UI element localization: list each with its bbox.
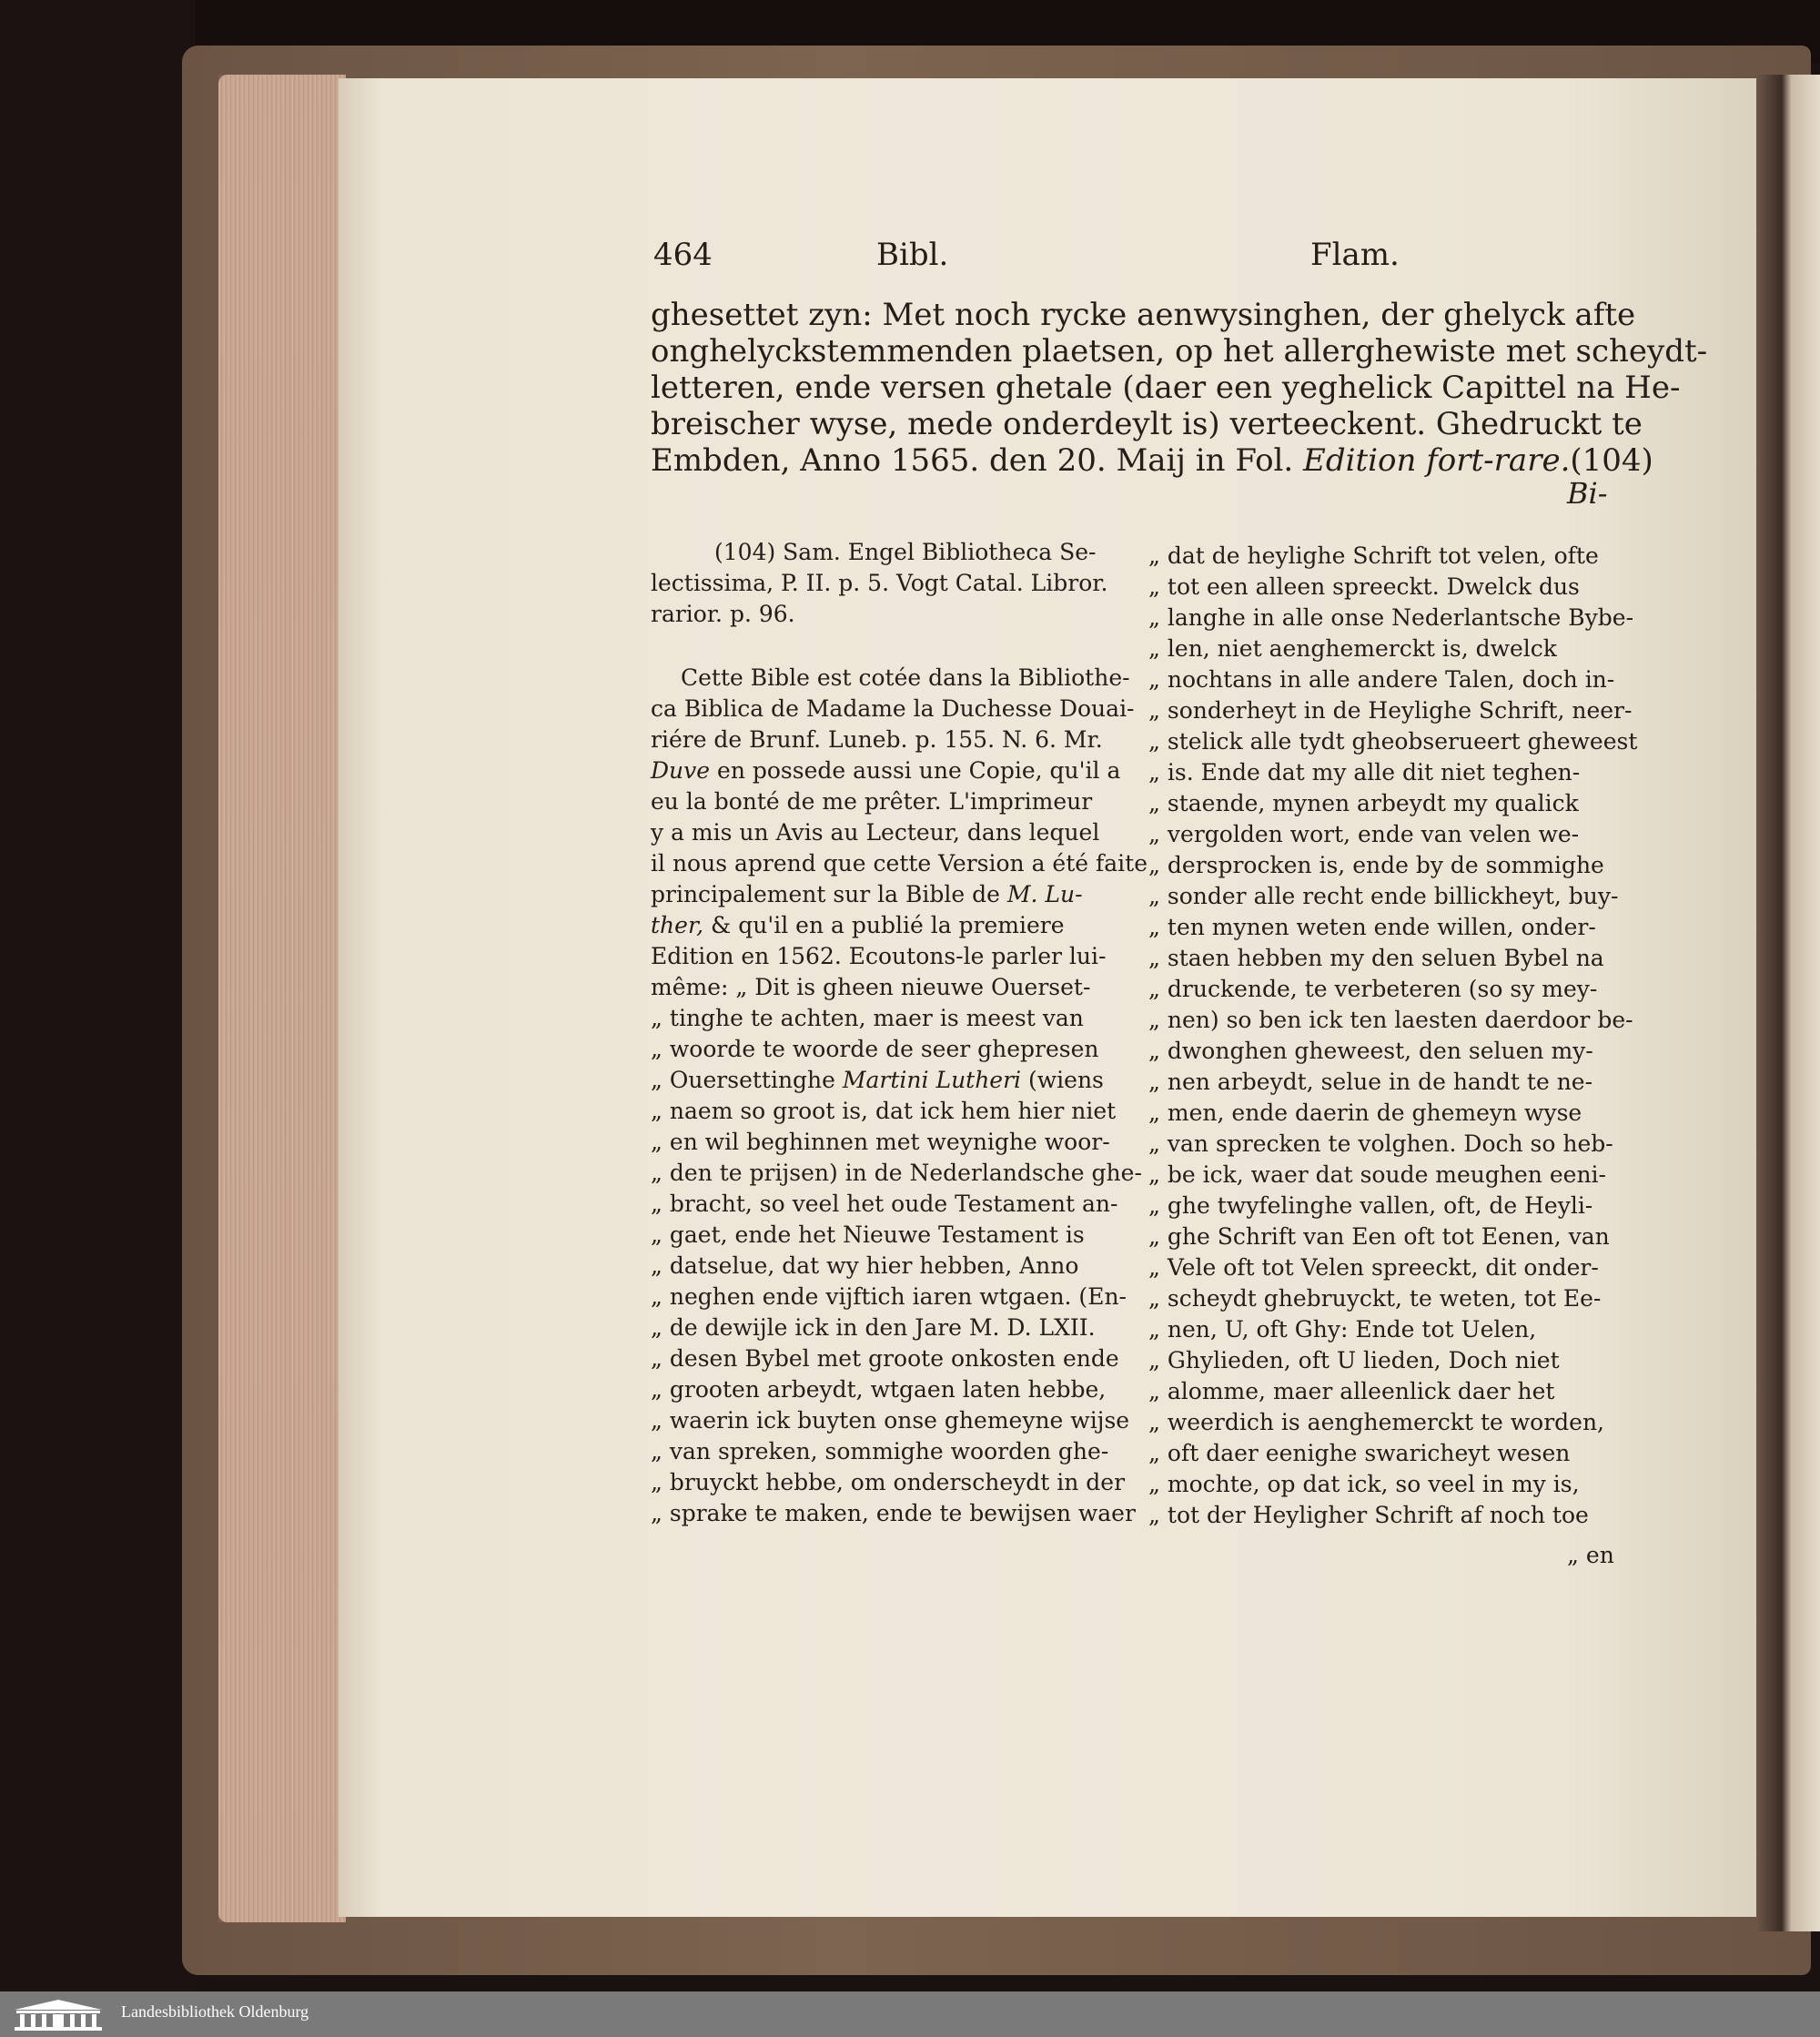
left-line: „ den te prijsen) in de Nederlandsche ghe- — [651, 1160, 1142, 1186]
right-line: „ staende, mynen arbeydt my qualick — [1148, 790, 1579, 816]
left-line — [651, 1067, 1104, 1093]
right-line: „ scheydt ghebruyckt, te weten, tot Ee- — [1148, 1285, 1602, 1312]
library-building-icon — [13, 1997, 104, 2032]
right-line: „ nen) so ben ick ten laesten daerdoor be- — [1148, 1007, 1633, 1033]
main-line — [651, 442, 1653, 479]
left-line: y a mis un Avis au Lecteur, dans lequel — [651, 819, 1100, 846]
right-line: „ langhe in alle onse Nederlantsche Bybe- — [1148, 604, 1634, 631]
right-line: „ Vele oft tot Velen spreeckt, dit onder- — [1148, 1254, 1599, 1281]
right-line: „ men, ende daerin de ghemeyn wyse — [1148, 1100, 1582, 1126]
right-line: „ nochtans in alle andere Talen, doch in- — [1148, 666, 1615, 693]
right-line: „ ghe Schrift van Een oft tot Eenen, van — [1148, 1223, 1610, 1250]
catchword-top: Bi- — [1567, 476, 1608, 511]
left-line-plain: principalement sur la Bible de — [651, 881, 1000, 907]
page-number: 464 — [653, 237, 713, 273]
right-line: „ weerdich is aenghemerckt te worden, — [1148, 1409, 1604, 1435]
right-line: „ alomme, maer alleenlick daer het — [1148, 1378, 1555, 1404]
background-left — [0, 0, 196, 1991]
left-line: ca Biblica de Madame la Duchesse Douai- — [651, 695, 1135, 722]
main-line: ghesettet zyn: Met noch rycke aenwysinghen, der ghelyck afte — [651, 297, 1636, 333]
left-line: „ woorde te woorde de seer ghepresen — [651, 1036, 1099, 1062]
left-line — [651, 912, 1065, 938]
left-line-rest: & qu'il en a publié la premiere — [711, 912, 1065, 938]
note-ref: (104) — [1570, 442, 1653, 479]
left-line — [651, 757, 1120, 784]
right-line: „ staen hebben my den seluen Bybel na — [1148, 945, 1604, 971]
library-name: Landesbibliothek Oldenburg — [121, 2002, 309, 2021]
right-line: „ sonderheyt in de Heylighe Schrift, neer- — [1148, 697, 1633, 724]
left-line: „ bracht, so veel het oude Testament an- — [651, 1191, 1118, 1217]
right-line: „ tot der Heyligher Schrift af noch toe — [1148, 1502, 1589, 1528]
footnote-line: rarior. p. 96. — [651, 601, 795, 627]
left-line: „ grooten arbeydt, wtgaen laten hebbe, — [651, 1376, 1107, 1403]
left-line: „ de dewijle ick in den Jare M. D. LXII. — [651, 1314, 1096, 1341]
left-line-plain: „ Ouersettinghe — [651, 1067, 835, 1093]
right-line: „ dat de heylighe Schrift tot velen, ofte — [1148, 542, 1599, 569]
left-line: „ neghen ende vijftich iaren wtgaen. (En- — [651, 1283, 1127, 1310]
right-line: „ ghe twyfelinghe vallen, oft, de Heyli- — [1148, 1192, 1593, 1219]
main-line: breischer wyse, mede onderdeylt is) verteeckent. Ghedruckt te — [651, 406, 1643, 442]
page-edges — [218, 75, 346, 1922]
edition-note: Edition fort-rare. — [1303, 442, 1571, 479]
left-line: „ sprake te maken, ende te bewijsen waer — [651, 1500, 1136, 1526]
main-last-plain: Embden, Anno 1565. den 20. Maij in Fol. — [651, 442, 1294, 479]
left-line: „ tinghe te achten, maer is meest van — [651, 1005, 1084, 1031]
right-line: „ stelick alle tydt gheobserueert gheweest — [1148, 728, 1638, 755]
main-line: onghelyckstemmenden plaetsen, op het allerghewiste met scheydt- — [651, 333, 1708, 370]
running-header-center: Bibl. — [876, 237, 949, 273]
left-line: „ en wil beghinnen met weynighe woor- — [651, 1129, 1110, 1155]
right-line: „ Ghylieden, oft U lieden, Doch niet — [1148, 1347, 1560, 1373]
name-duve: Duve — [651, 757, 711, 784]
book-gutter — [1756, 75, 1820, 1931]
right-line: „ oft daer eenighe swaricheyt wesen — [1148, 1440, 1571, 1466]
left-line-rest: en possede aussi une Copie, qu'il a — [717, 757, 1121, 784]
left-line: même: „ Dit is gheen nieuwe Ouerset- — [651, 974, 1091, 1000]
footnote-line: lectissima, P. II. p. 5. Vogt Catal. Libror. — [651, 570, 1108, 596]
footnote-line: (104) Sam. Engel Bibliotheca Se- — [714, 539, 1097, 565]
left-line: „ desen Bybel met groote onkosten ende — [651, 1345, 1119, 1372]
right-line: „ druckende, te verbeteren (so sy mey- — [1148, 976, 1598, 1002]
running-header-right: Flam. — [1310, 237, 1400, 273]
library-footer-bar — [0, 1991, 1820, 2037]
left-line-rest: (wiens — [1028, 1067, 1104, 1093]
right-line: „ van sprecken te volghen. Doch so heb- — [1148, 1130, 1613, 1157]
left-line: Edition en 1562. Ecoutons-le parler lui- — [651, 943, 1107, 969]
left-line — [651, 881, 1083, 907]
right-line: „ len, niet aenghemerckt is, dwelck — [1148, 635, 1557, 662]
right-line: „ ten mynen weten ende willen, onder- — [1148, 914, 1596, 940]
name-luther: M. Lu- — [1006, 881, 1083, 907]
left-line: „ datselue, dat wy hier hebben, Anno — [651, 1252, 1079, 1279]
right-line: „ nen arbeydt, selue in de handt te ne- — [1148, 1069, 1593, 1095]
catchword-bottom: „ en — [1567, 1542, 1614, 1568]
left-line: „ van spreken, sommighe woorden ghe- — [651, 1438, 1109, 1464]
left-line: „ naem so groot is, dat ick hem hier niet — [651, 1098, 1117, 1124]
left-line: „ bruyckt hebbe, om onderscheydt in der — [651, 1469, 1126, 1495]
right-line: „ sonder alle recht ende billickheyt, buy- — [1148, 883, 1619, 909]
left-line: eu la bonté de me prêter. L'imprimeur — [651, 788, 1093, 815]
left-line: „ gaet, ende het Nieuwe Testament is — [651, 1221, 1085, 1248]
right-line: „ tot een alleen spreeckt. Dwelck dus — [1148, 573, 1580, 600]
right-line: „ be ick, waer dat soude meughen eeni- — [1148, 1161, 1606, 1188]
right-line: „ dersprocken is, ende by de sommighe — [1148, 852, 1604, 878]
main-line: letteren, ende versen ghetale (daer een yeghelick Capittel na He- — [651, 370, 1681, 406]
right-line: „ is. Ende dat my alle dit niet teghen- — [1148, 759, 1581, 785]
left-line: Cette Bible est cotée dans la Bibliothe- — [681, 664, 1130, 691]
left-line: riére de Brunf. Luneb. p. 155. N. 6. Mr. — [651, 726, 1103, 753]
name-luther-end: ther, — [651, 912, 704, 938]
right-line: „ nen, U, oft Ghy: Ende tot Uelen, — [1148, 1316, 1537, 1343]
left-line: il nous aprend que cette Version a été faite — [651, 850, 1148, 877]
right-line: „ mochte, op dat ick, so veel in my is, — [1148, 1471, 1580, 1497]
name-martini-lutheri: Martini Lutheri — [842, 1067, 1022, 1093]
left-line: „ waerin ick buyten onse ghemeyne wijse — [651, 1407, 1130, 1434]
right-line: „ dwonghen gheweest, den seluen my- — [1148, 1038, 1593, 1064]
right-line: „ vergolden wort, ende van velen we- — [1148, 821, 1580, 847]
